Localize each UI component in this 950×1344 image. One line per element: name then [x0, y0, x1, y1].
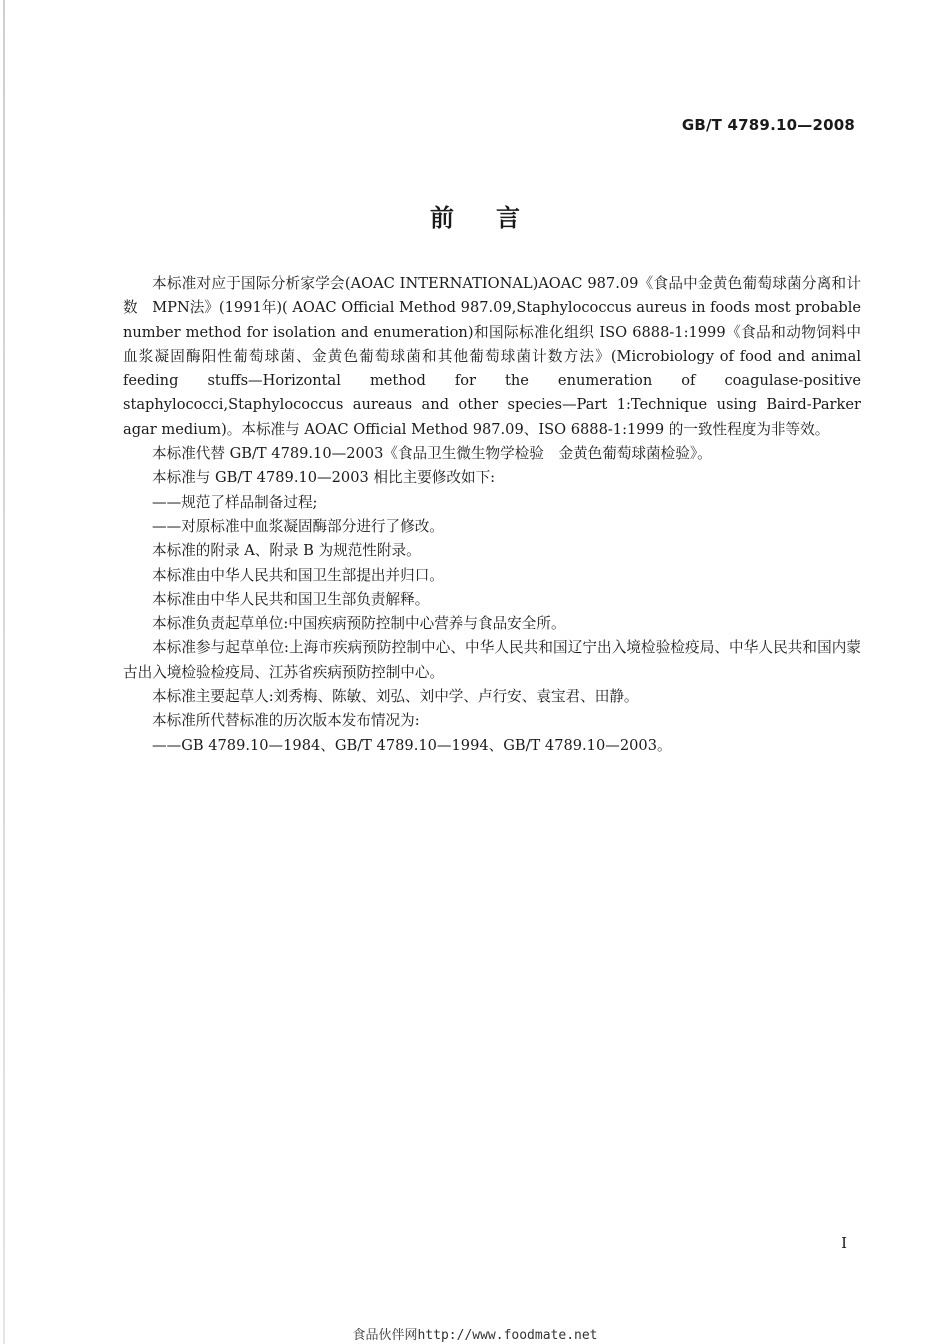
page-number: I [841, 1234, 847, 1252]
paragraph-proposed-by: 本标准由中华人民共和国卫生部提出并归口。 [152, 566, 444, 584]
standard-number: GB/T 4789.10—2008 [681, 116, 855, 134]
change-item-1: ——规范了样品制备过程; [152, 493, 318, 511]
previous-editions-item: ——GB 4789.10—1984、GB/T 4789.10—1994、GB/T 4789.10—2003。 [152, 736, 672, 754]
preface-body [123, 272, 861, 758]
change-item-2: ——对原标准中血浆凝固酶部分进行了修改。 [152, 517, 444, 535]
page-title: 前言 [430, 204, 562, 232]
paragraph-previous-editions-intro: 本标准所代替标准的历次版本发布情况为: [152, 712, 420, 730]
paragraph-drafters: 本标准主要起草人:刘秀梅、陈敏、刘弘、刘中学、卢行安、袁宝君、田静。 [152, 688, 639, 706]
paragraph-changes-intro: 本标准与 GB/T 4789.10—2003 相比主要修改如下: [152, 469, 496, 487]
paragraph-interpreted-by: 本标准由中华人民共和国卫生部负责解释。 [152, 590, 430, 608]
paragraph-annexes: 本标准的附录 A、附录 B 为规范性附录。 [152, 542, 421, 560]
paragraph-correspondence: 本标准对应于国际分析家学会(AOAC INTERNATIONAL)AOAC 987.09《食品中金黄色葡萄球菌分离和计数 MPN法》(1991年)( AOAC Official Method 987.09,Staphylococcus aureus in foods most probable number method for isolation and enumeration)和国际标准化组织 ISO 6888-1:1999《食品和动物饲料中血浆凝固酶阳性葡萄球菌、金黄色葡萄球菌和其他葡萄球菌计数方法》(Microbiology of food and animal feeding stuffs—Horizontal method for the enumeration of coagulase-positive staphylococci,Staphylococcus aureaus and other species—Part 1:Technique using Baird-Parker agar medium)。本标准与 AOAC Official Method 987.09、ISO 6888-1:1999 的一致性程度为非等效。 [123, 275, 862, 438]
footer-watermark: 食品伙伴网http://www.foodmate.net [352, 1328, 598, 1343]
paragraph-replaces: 本标准代替 GB/T 4789.10—2003《食品卫生微生物学检验 金黄色葡萄球菌检验》。 [152, 445, 712, 463]
paragraph-drafting-unit: 本标准负责起草单位:中国疾病预防控制中心营养与食品安全所。 [152, 615, 566, 633]
paragraph-participating-units: 本标准参与起草单位:上海市疾病预防控制中心、中华人民共和国辽宁出入境检验检疫局、中华人民共和国内蒙古出入境检验检疫局、江苏省疾病预防控制中心。 [123, 639, 861, 681]
